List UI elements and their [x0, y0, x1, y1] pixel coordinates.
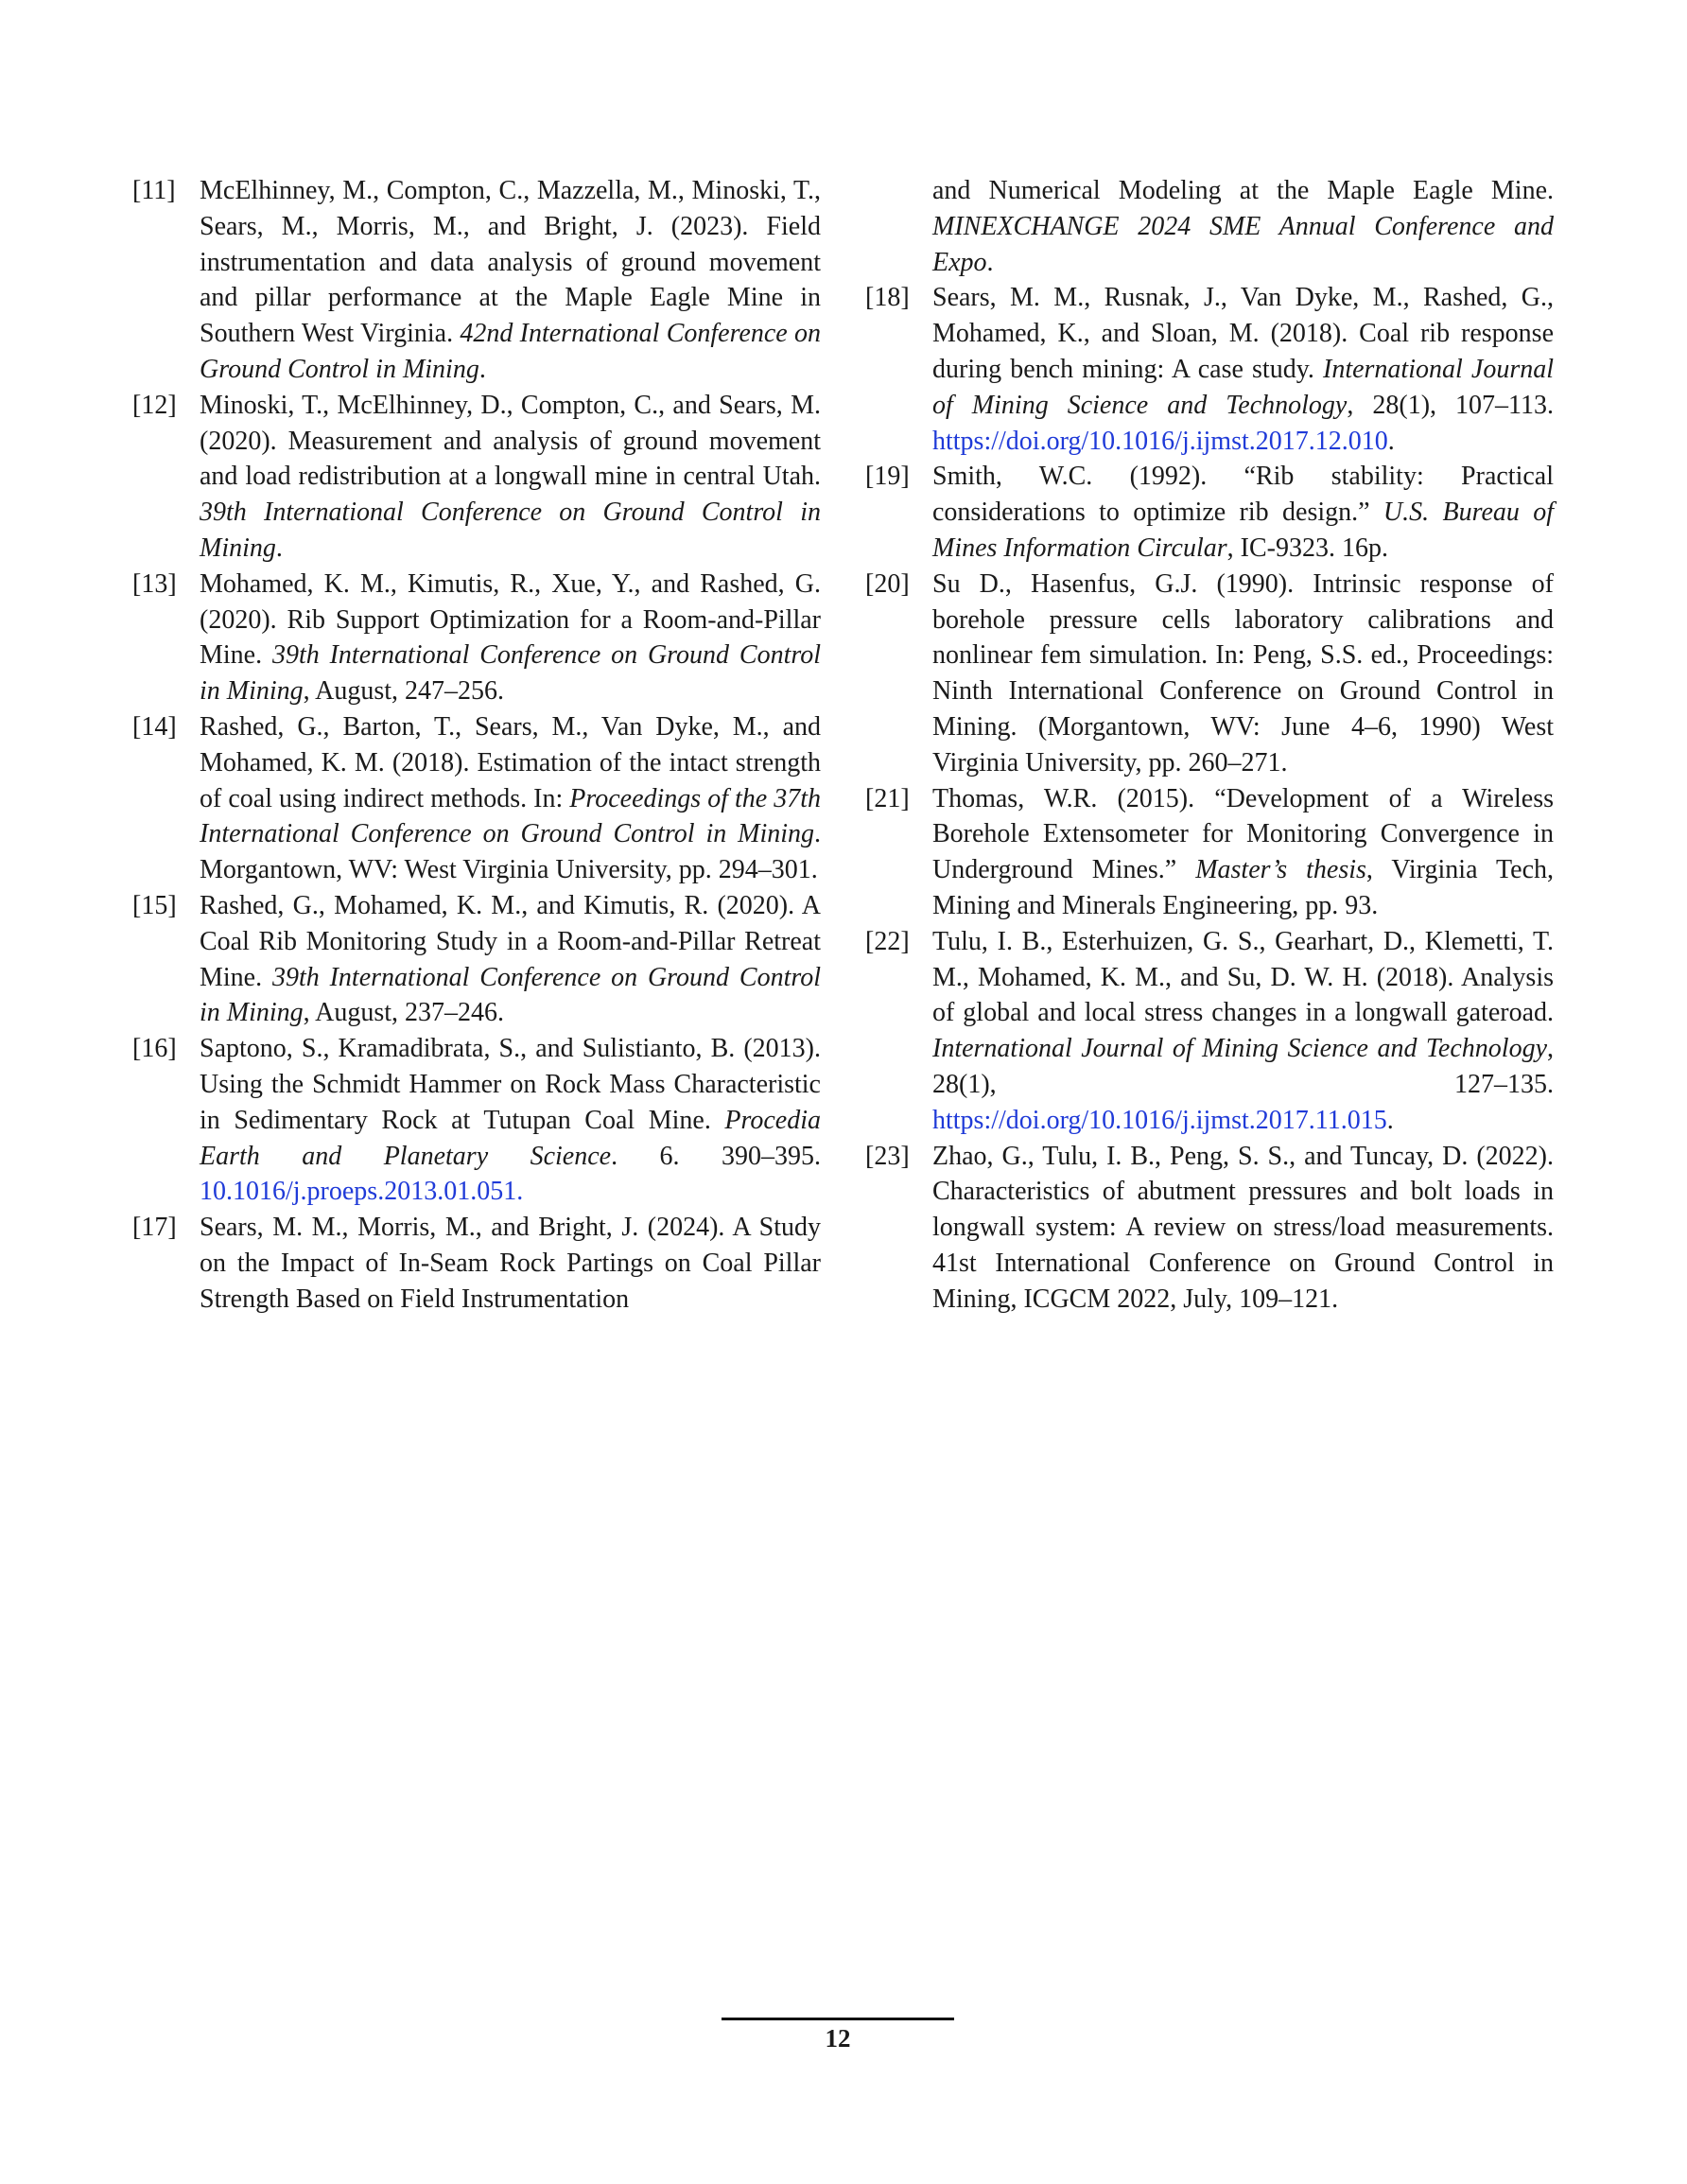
reference-number: [22]	[865, 926, 910, 956]
reference-number: [14]	[132, 711, 177, 742]
reference-item	[132, 567, 821, 709]
reference-number: [11]	[132, 176, 176, 205]
reference-text: .	[478, 354, 486, 384]
reference-source-title: 39th International Conference on Ground Control in Mining	[200, 498, 821, 563]
reference-item	[865, 924, 1554, 1139]
reference-number: [17]	[132, 1213, 177, 1243]
reference-text: Zhao, G., Tulu, I. B., Peng, S. S., and Tuncay, D. (2022). Characteristics of abutment pressures and bolt loads in longwall system: A review on stress/load measurements. 41st International Conference on Ground Control in Mining, ICGCM 2022, July, 109–121.	[932, 1141, 1554, 1314]
reference-item	[132, 173, 821, 388]
reference-text: Sears, M. M., Rusnak, J., Van Dyke, M., Rashed, G., Mohamed, K., and Sloan, M. (2018). Coal rib response during bench mining: A case study.	[932, 283, 1554, 384]
references-column-right	[865, 173, 1554, 1318]
reference-text: Saptono, S., Kramadibrata, S., and Sulistianto, B. (2013). Using the Schmidt Hammer on Rock Mass Characteristic in Sedimentary Rock at Tutupan Coal Mine.	[200, 1034, 821, 1135]
reference-text: Smith, W.C. (1992). “Rib stability: Practical considerations to optimize rib design.”	[932, 462, 1554, 528]
reference-text: .	[1386, 1105, 1394, 1135]
reference-source-title: Proceedings of the 37th International Conference on Ground Control in Mining	[200, 783, 822, 849]
reference-text: Thomas, W.R. (2015). “Development of a Wireless Borehole Extensometer for Monitoring Convergence in Underground Mines.”	[932, 783, 1554, 885]
reference-text: , 28(1), 107–113.	[1347, 390, 1555, 420]
reference-source-title: Procedia Earth and Planetary Science	[200, 1105, 821, 1171]
reference-text: Rashed, G., Mohamed, K. M., and Kimutis, R. (2020). A Coal Rib Monitoring Study in a Room-and-Pillar Retreat Mine.	[200, 890, 821, 992]
references-column-left	[132, 173, 821, 1318]
reference-number: [19]	[865, 462, 910, 492]
reference-source-title: International Journal of Mining Science and Technology	[932, 354, 1554, 420]
reference-item	[865, 1139, 1554, 1318]
reference-item	[132, 1210, 821, 1317]
reference-source-title: International Journal of Mining Science and Technology	[932, 1034, 1547, 1064]
reference-number: [15]	[132, 890, 177, 920]
reference-text: . 6. 390–395.	[611, 1141, 822, 1171]
reference-item	[865, 459, 1554, 566]
reference-item	[132, 1031, 821, 1210]
reference-item	[865, 781, 1554, 924]
reference-text: Tulu, I. B., Esterhuizen, G. S., Gearhart, D., Klemetti, T. M., Mohamed, K. M., and Su, D. W. H. (2018). Analysis of global and local stress changes in a longwall gateroad.	[932, 926, 1554, 1028]
reference-number: [21]	[865, 783, 910, 813]
reference-item	[865, 280, 1554, 459]
reference-text: Sears, M. M., Morris, M., and Bright, J. (2024). A Study on the Impact of In-Seam Rock Partings on Coal Pillar Strength Based on Field Instrumentation	[200, 1213, 821, 1314]
reference-number: [13]	[132, 568, 177, 599]
reference-number: [12]	[132, 390, 177, 420]
reference-item	[132, 388, 821, 567]
reference-number: [16]	[132, 1034, 177, 1064]
reference-text: , IC-9323. 16p.	[1226, 533, 1388, 563]
reference-item	[865, 567, 1554, 781]
reference-text: Minoski, T., McElhinney, D., Compton, C., and Sears, M. (2020). Measurement and analysis of ground movement and load redistribution at a longwall mine in central Utah.	[200, 390, 821, 492]
reference-text: , August, 237–246.	[303, 998, 505, 1028]
reference-source-title: 42nd International Conference on Ground Control in Mining	[200, 319, 821, 384]
reference-text: .	[1387, 426, 1395, 456]
reference-source-title: U.S. Bureau of Mines Information Circular	[932, 498, 1555, 563]
reference-number: [20]	[865, 568, 910, 599]
reference-text: Rashed, G., Barton, T., Sears, M., Van Dyke, M., and Mohamed, K. M. (2018). Estimation of the intact strength of coal using indirect methods. In:	[200, 711, 821, 813]
reference-text: . Morgantown, WV: West Virginia University, pp. 294–301.	[200, 819, 821, 885]
reference-source-title: 39th International Conference on Ground Control in Mining	[200, 962, 821, 1028]
reference-source-title: MINEXCHANGE 2024 SME Annual Conference and Expo	[932, 211, 1554, 277]
reference-text: .	[986, 247, 994, 277]
reference-text: , 28(1), 127–135.	[932, 1034, 1554, 1099]
reference-text: Su D., Hasenfus, G.J. (1990). Intrinsic response of borehole pressure cells laboratory calibrations and nonlinear fem simulation. In: Peng, S.S. ed., Proceedings: Ninth International Conference on Ground Control in Mining. (Morgantown, WV: June 4–6, 1990) West Virginia University, pp. 260–271.	[932, 568, 1554, 778]
reference-text: .	[275, 533, 283, 563]
reference-source-title: 39th International Conference on Ground Control in Mining	[200, 640, 821, 707]
reference-number: [18]	[865, 283, 910, 313]
reference-text: Mohamed, K. M., Kimutis, R., Xue, Y., and Rashed, G. (2020). Rib Support Optimization for a Room-and-Pillar Mine.	[200, 568, 821, 671]
reference-item	[132, 888, 821, 1031]
reference-text: and Numerical Modeling at the Maple Eagle Mine.	[932, 176, 1554, 205]
reference-item	[132, 709, 821, 888]
doi-link[interactable]: https://doi.org/10.1016/j.ijmst.2017.12.010	[932, 426, 1388, 456]
reference-item	[865, 173, 1554, 280]
reference-source-title: Master’s thesis	[1195, 855, 1366, 885]
doi-link[interactable]: 10.1016/j.proeps.2013.01.051.	[200, 1177, 524, 1207]
doi-link[interactable]: https://doi.org/10.1016/j.ijmst.2017.11.015	[932, 1105, 1387, 1135]
reference-text: McElhinney, M., Compton, C., Mazzella, M., Minoski, T., Sears, M., Morris, M., and Bright, J. (2023). Field instrumentation and data analysis of ground movement and pillar performance at the Maple Eagle Mine in Southern West Virginia.	[200, 176, 821, 349]
reference-text: , August, 247–256.	[303, 676, 505, 707]
reference-text: , Virginia Tech, Mining and Minerals Engineering, pp. 93.	[932, 855, 1554, 920]
footer-rule	[722, 2018, 954, 2020]
page-number: 12	[825, 2024, 851, 2053]
reference-number: [23]	[865, 1141, 910, 1171]
